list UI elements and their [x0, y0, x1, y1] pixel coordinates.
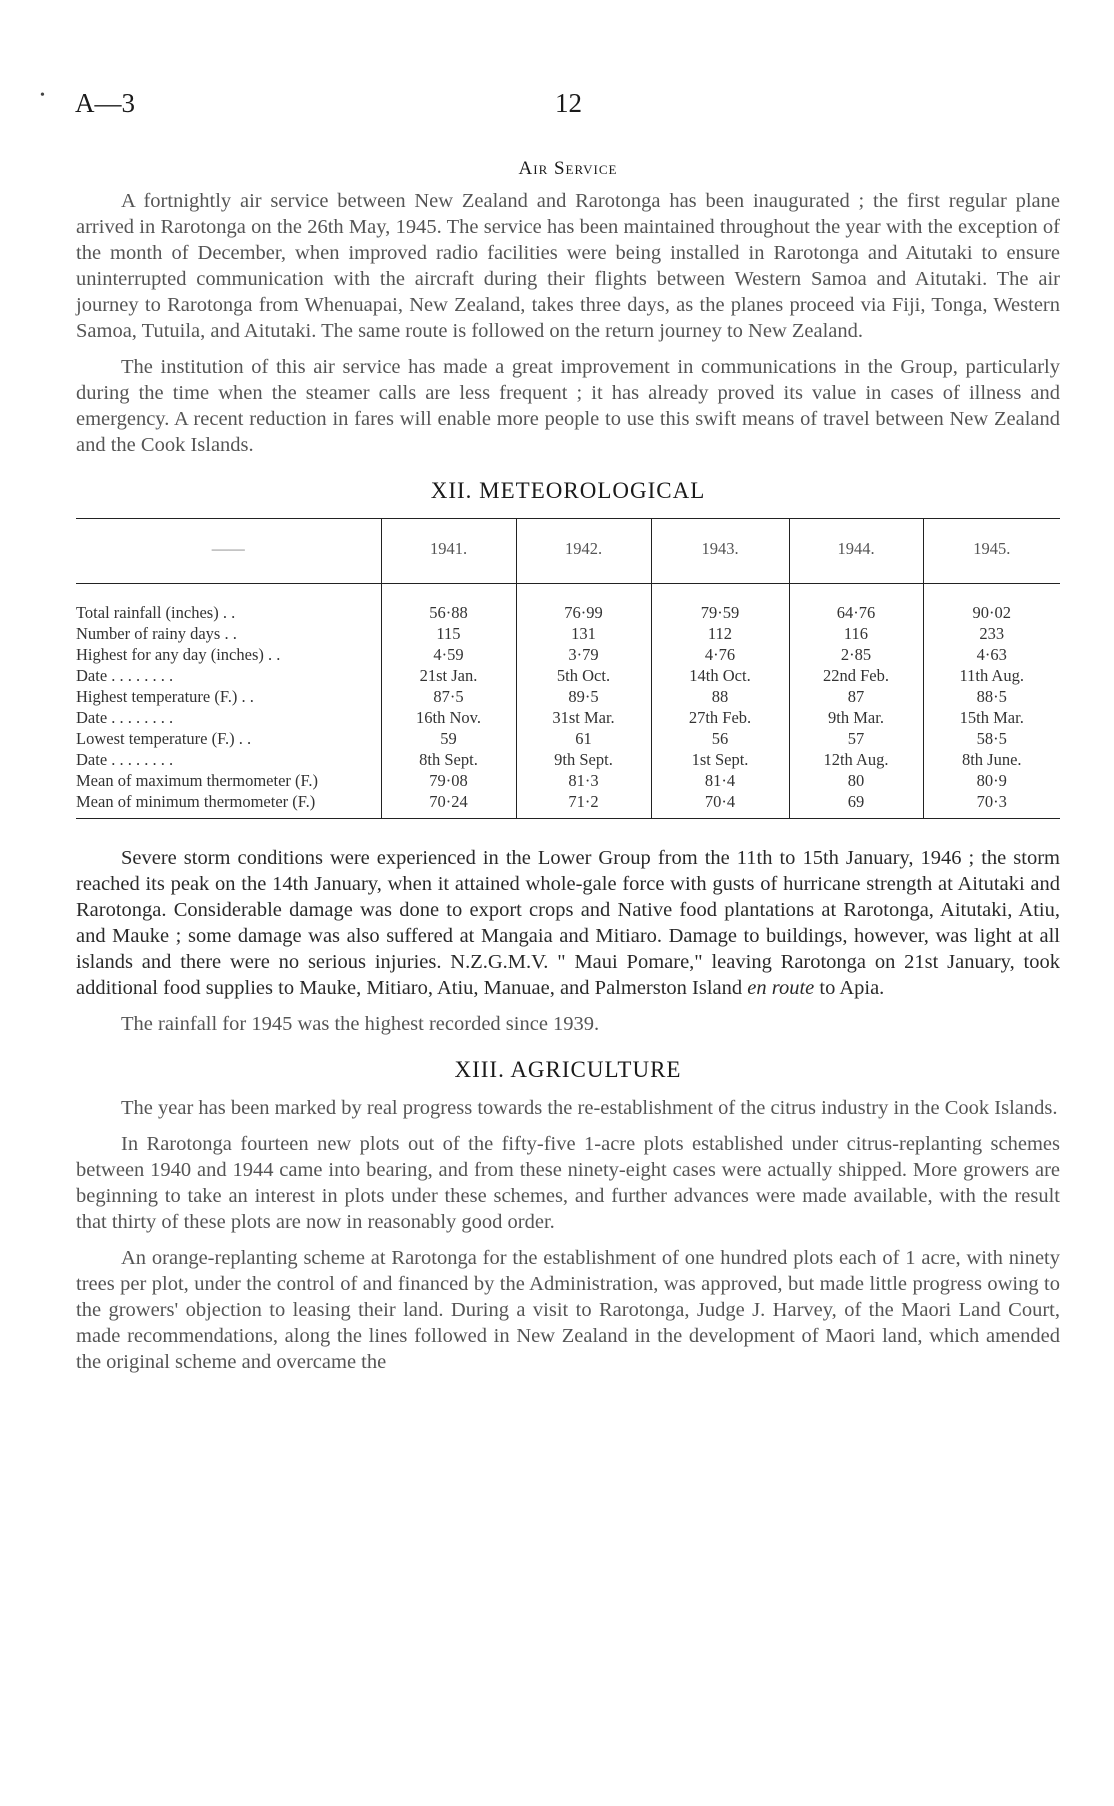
table-cell: 80: [789, 770, 923, 791]
table-cell: 8th June.: [923, 749, 1060, 770]
agriculture-paragraph-1: The year has been marked by real progress towards the re-establishment of the citrus industry in the Cook Islands.: [121, 1097, 1058, 1119]
agriculture-paragraph-3: An orange-replanting scheme at Rarotonga for the establishment of one hundred plots each of 1 acre, with ninety trees per plot, under the control of and financed by the Administration, was approved, but made little progress owing to the growers' objection to leasing their land. During a visit to Rarotonga, Judge J. Harvey, of the Maori Land Court, made recommendations, along the lines followed in New Zealand in the development of Maori land, which amended the original scheme and overcame the: [76, 1247, 1060, 1373]
agriculture-heading: XIII. AGRICULTURE: [454, 1057, 682, 1082]
table-cell: 70·3: [923, 791, 1060, 819]
table-cell: 9th Sept.: [516, 749, 651, 770]
table-cell: 58·5: [923, 728, 1060, 749]
storm-paragraph: [76, 845, 1060, 1001]
table-header-label: ——: [76, 519, 381, 584]
table-cell: 116: [789, 623, 923, 644]
row-label: Mean of maximum thermometer (F.): [76, 771, 318, 790]
table-cell: 11th Aug.: [923, 665, 1060, 686]
margin-mark: •: [40, 88, 45, 103]
meteorological-table: [76, 518, 1060, 819]
table-cell: 88: [651, 686, 789, 707]
table-row: [76, 686, 1060, 707]
year-header: 1941.: [381, 519, 516, 584]
table-cell: 69: [789, 791, 923, 819]
year-header: 1942.: [516, 519, 651, 584]
page-number: 12: [555, 88, 582, 118]
row-label: Number of rainy days . .: [76, 624, 237, 643]
table-cell: 2·85: [789, 644, 923, 665]
table-cell: 70·4: [651, 791, 789, 819]
table-cell: 87: [789, 686, 923, 707]
row-label: Highest temperature (F.) . .: [76, 687, 254, 706]
table-row: [76, 644, 1060, 665]
table-cell: 22nd Feb.: [789, 665, 923, 686]
table-cell: 16th Nov.: [381, 707, 516, 728]
table-cell: 233: [923, 623, 1060, 644]
table-cell: 87·5: [381, 686, 516, 707]
table-row: [76, 707, 1060, 728]
table-cell: 80·9: [923, 770, 1060, 791]
table-cell: 131: [516, 623, 651, 644]
page-content: [76, 158, 1060, 1385]
table-cell: 88·5: [923, 686, 1060, 707]
table-cell: 9th Mar.: [789, 707, 923, 728]
table-cell: 61: [516, 728, 651, 749]
year-header: 1945.: [923, 519, 1060, 584]
year-header: 1944.: [789, 519, 923, 584]
table-cell: 79·08: [381, 770, 516, 791]
table-header-row: [76, 519, 1060, 584]
table-cell: 112: [651, 623, 789, 644]
table-cell: 71·2: [516, 791, 651, 819]
table-cell: 56: [651, 728, 789, 749]
storm-text: Severe storm conditions were experienced in the Lower Group from the 11th to 15th January, 1946 ; the storm reached its peak on the 14th January, when it attained whole-gale force with gusts of hurricane strength at Aitutaki and Rarotonga. Considerable damage was done to export crops and Native food plantations at Rarotonga, Aitutaki, Atiu, and Mauke ; some damage was also suffered at Mangaia and Mitiaro. Damage to buildings, however, was light at all islands and there were no serious injuries. N.Z.G.M.V. " Maui Pomare," leaving Rarotonga on 21st January, took additional food supplies to Mauke, Mitiaro, Atiu, Manuae, and Palmerston Island: [76, 847, 1060, 999]
row-label: Total rainfall (inches) . .: [76, 603, 236, 622]
year-header: 1943.: [651, 519, 789, 584]
table-cell: 8th Sept.: [381, 749, 516, 770]
table-cell: 1st Sept.: [651, 749, 789, 770]
table-cell: 81·4: [651, 770, 789, 791]
table-cell: 115: [381, 623, 516, 644]
row-label: Date . . . . . . . .: [76, 750, 174, 769]
table-cell: 3·79: [516, 644, 651, 665]
table-cell: 64·76: [789, 584, 923, 624]
rainfall-paragraph: The rainfall for 1945 was the highest recorded since 1939.: [121, 1013, 600, 1035]
row-label: Mean of minimum thermometer (F.): [76, 792, 316, 811]
table-cell: 4·59: [381, 644, 516, 665]
table-row: [76, 623, 1060, 644]
row-label: Date . . . . . . . .: [76, 666, 174, 685]
table-cell: 15th Mar.: [923, 707, 1060, 728]
table-cell: 4·63: [923, 644, 1060, 665]
air-service-paragraph-2: The institution of this air service has made a great improvement in communications in the Group, particularly during the time when the steamer calls are less frequent ; it has already proved its value in cases of illness and emergency. A recent reduction in fares will enable more people to use this swift means of travel between New Zealand and the Cook Islands.: [76, 356, 1060, 456]
table-cell: 90·02: [923, 584, 1060, 624]
table-row: [76, 665, 1060, 686]
air-service-paragraph-1: A fortnightly air service between New Zealand and Rarotonga has been inaugurated ; the first regular plane arrived in Rarotonga on the 26th May, 1945. The service has been maintained throughout the year with the exception of the month of December, when improved radio facilities were being installed in Rarotonga and Aitutaki to ensure uninterrupted communication with the aircraft during their flights between Western Samoa and Aitutaki. The air journey to Rarotonga from Whenuapai, New Zealand, takes three days, as the planes proceed via Fiji, Tonga, Western Samoa, Tutuila, and Aitutaki. The same route is followed on the return journey to New Zealand.: [76, 190, 1060, 342]
storm-text-end: to Apia.: [819, 977, 885, 999]
storm-italic-text: en route: [747, 977, 815, 999]
row-label: Highest for any day (inches) . .: [76, 645, 281, 664]
table-row: [76, 791, 1060, 819]
table-cell: 56·88: [381, 584, 516, 624]
air-service-title: Air Service: [518, 158, 618, 179]
page-reference: A—3: [75, 88, 135, 118]
table-row: [76, 749, 1060, 770]
table-row: [76, 728, 1060, 749]
table-cell: 14th Oct.: [651, 665, 789, 686]
table-cell: 21st Jan.: [381, 665, 516, 686]
meteorological-heading: XII. METEOROLOGICAL: [430, 478, 706, 503]
table-cell: 27th Feb.: [651, 707, 789, 728]
table-row: [76, 770, 1060, 791]
table-cell: 57: [789, 728, 923, 749]
table-cell: 12th Aug.: [789, 749, 923, 770]
table-cell: 70·24: [381, 791, 516, 819]
table-cell: 76·99: [516, 584, 651, 624]
table-cell: 89·5: [516, 686, 651, 707]
table-cell: 31st Mar.: [516, 707, 651, 728]
table-row: [76, 584, 1060, 624]
row-label: Date . . . . . . . .: [76, 708, 174, 727]
table-cell: 4·76: [651, 644, 789, 665]
table-cell: 81·3: [516, 770, 651, 791]
row-label: Lowest temperature (F.) . .: [76, 729, 252, 748]
table-cell: 5th Oct.: [516, 665, 651, 686]
table-cell: 79·59: [651, 584, 789, 624]
table-cell: 59: [381, 728, 516, 749]
agriculture-paragraph-2: In Rarotonga fourteen new plots out of the fifty-five 1-acre plots established under citrus-replanting schemes between 1940 and 1944 came into bearing, and from these ninety-eight cases were actually shipped. More growers are beginning to take an interest in plots under these schemes, and further advances were made available, with the result that thirty of these plots are now in reasonably good order.: [76, 1133, 1060, 1233]
